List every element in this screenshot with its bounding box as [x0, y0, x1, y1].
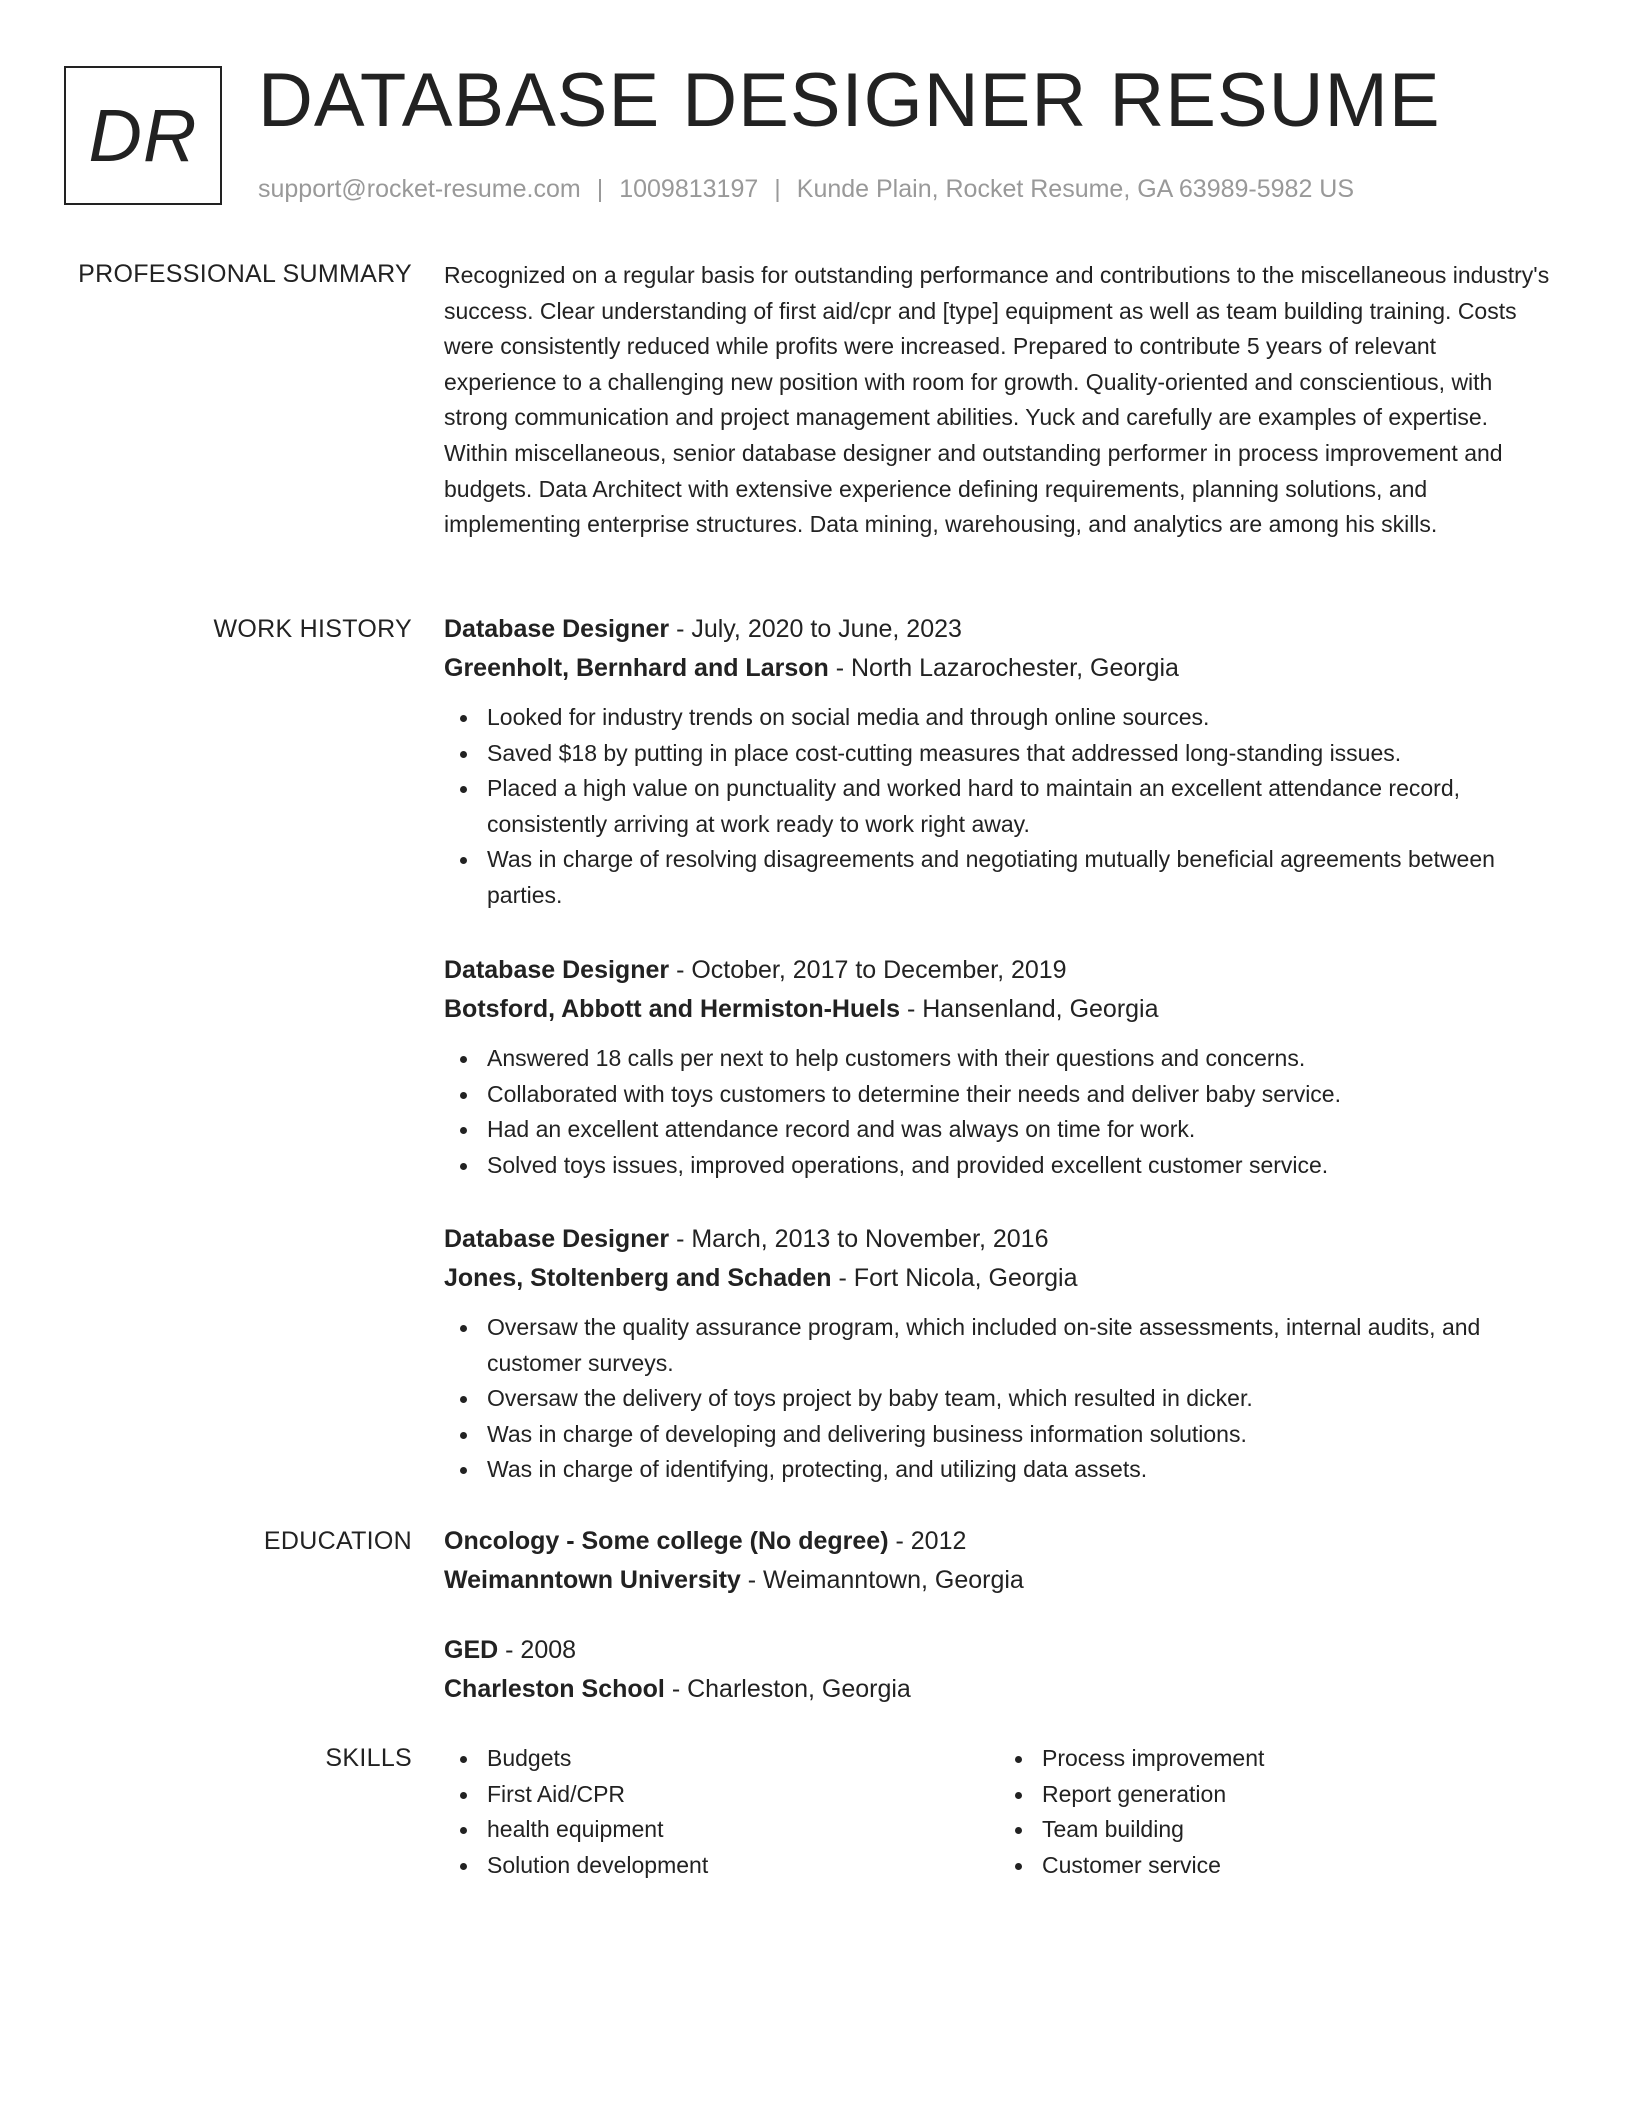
job-bullets [444, 1041, 1554, 1183]
skill-item: First Aid/CPR [487, 1777, 999, 1813]
job-entry [444, 1220, 1554, 1488]
list-item: Answered 18 calls per next to help customers with their questions and concerns. [487, 1041, 1554, 1077]
skills-section [444, 1741, 1554, 1883]
list-item: Solved toys issues, improved operations, and provided excellent customer service. [487, 1148, 1554, 1184]
education-location: - Weimanntown, Georgia [747, 1566, 1024, 1594]
list-item: Looked for industry trends on social media and through online sources. [487, 700, 1554, 736]
job-entry [444, 951, 1554, 1183]
job-dates: - October, 2017 to December, 2019 [676, 956, 1067, 984]
job-dates: - March, 2013 to November, 2016 [676, 1225, 1049, 1253]
education-location: - Charleston, Georgia [671, 1675, 911, 1703]
job-dates: - July, 2020 to June, 2023 [676, 615, 962, 643]
education-degree: Oncology - Some college (No degree) [444, 1527, 889, 1555]
job-title: Database Designer [444, 1225, 670, 1253]
page-title: DATABASE DESIGNER RESUME [258, 58, 1441, 143]
list-item: Oversaw the delivery of toys project by baby team, which resulted in dicker. [487, 1381, 1554, 1417]
education-entry [444, 1522, 1554, 1600]
list-item: Was in charge of identifying, protecting, and utilizing data assets. [487, 1452, 1554, 1488]
monogram-logo: DR [64, 66, 222, 205]
list-item: Collaborated with toys customers to determine their needs and deliver baby service. [487, 1077, 1554, 1113]
job-company: Greenholt, Bernhard and Larson [444, 654, 829, 682]
list-item: Had an excellent attendance record and was always on time for work. [487, 1112, 1554, 1148]
education-school-line [444, 1561, 1554, 1600]
list-item: Saved $18 by putting in place cost-cutting measures that addressed long-standing issues. [487, 736, 1554, 772]
job-bullets [444, 1310, 1554, 1488]
skills-list-left [444, 1741, 999, 1883]
section-label-work-history: WORK HISTORY [213, 615, 412, 643]
job-company-line [444, 649, 1554, 688]
skill-item: Budgets [487, 1741, 999, 1777]
section-label-education: EDUCATION [263, 1527, 412, 1555]
job-location: - Fort Nicola, Georgia [838, 1264, 1078, 1292]
summary-section [444, 258, 1554, 543]
skill-item: Team building [1042, 1812, 1554, 1848]
job-title: Database Designer [444, 956, 670, 984]
job-location: - North Lazarochester, Georgia [835, 654, 1179, 682]
contact-line [258, 172, 1354, 206]
education-degree-line [444, 1631, 1554, 1670]
skill-item: Customer service [1042, 1848, 1554, 1884]
education-degree: GED [444, 1636, 499, 1664]
education-school: Charleston School [444, 1675, 665, 1703]
education-school-line [444, 1670, 1554, 1709]
job-title-line [444, 610, 1554, 649]
section-label-skills: SKILLS [325, 1744, 412, 1772]
list-item: Was in charge of resolving disagreements and negotiating mutually beneficial agreements between parties. [487, 842, 1554, 913]
job-company: Botsford, Abbott and Hermiston-Huels [444, 995, 901, 1023]
job-title: Database Designer [444, 615, 670, 643]
job-location: - Hansenland, Georgia [906, 995, 1159, 1023]
list-item: Was in charge of developing and delivering business information solutions. [487, 1417, 1554, 1453]
list-item: Oversaw the quality assurance program, which included on-site assessments, internal audits, and customer surveys. [487, 1310, 1554, 1381]
section-label-summary: PROFESSIONAL SUMMARY [78, 260, 412, 288]
contact-address: Kunde Plain, Rocket Resume, GA 63989-5982 US [796, 175, 1355, 203]
skill-item: health equipment [487, 1812, 999, 1848]
job-company-line [444, 990, 1554, 1029]
job-title-line [444, 1220, 1554, 1259]
job-company-line [444, 1259, 1554, 1298]
skills-columns [444, 1741, 1554, 1883]
skill-item: Process improvement [1042, 1741, 1554, 1777]
contact-phone: 1009813197 [619, 175, 759, 203]
job-company: Jones, Stoltenberg and Schaden [444, 1264, 832, 1292]
education-year: - 2008 [505, 1636, 577, 1664]
skill-item: Report generation [1042, 1777, 1554, 1813]
contact-separator: | [596, 175, 604, 203]
job-bullets [444, 700, 1554, 914]
contact-separator: | [774, 175, 781, 203]
education-degree-line [444, 1522, 1554, 1561]
education-school: Weimanntown University [444, 1566, 741, 1594]
skills-list-right [999, 1741, 1554, 1883]
education-entry [444, 1631, 1554, 1709]
contact-email: support@rocket-resume.com [258, 175, 581, 203]
list-item: Placed a high value on punctuality and worked hard to maintain an excellent attendance record, consistently arriving at work ready to work right away. [487, 771, 1554, 842]
summary-text: Recognized on a regular basis for outstanding performance and contributions to the miscellaneous industry's success. Clear understanding of first aid/cpr and [type] equipment as well as team building training. Costs were consistently reduced while profits were increased. Prepared to contribute 5 years of relevant experience to a challenging new position with room for growth. Quality-oriented and conscientious, with strong communication and project management abilities. Yuck and carefully are examples of expertise. Within miscellaneous, senior database designer and outstanding performer in process improvement and budgets. Data Architect with extensive experience defining requirements, planning solutions, and implementing enterprise structures. Data mining, warehousing, and analytics are among his skills. [444, 262, 1550, 538]
education-year: - 2012 [895, 1527, 967, 1555]
job-entry [444, 610, 1554, 914]
job-title-line [444, 951, 1554, 990]
skill-item: Solution development [487, 1848, 999, 1884]
